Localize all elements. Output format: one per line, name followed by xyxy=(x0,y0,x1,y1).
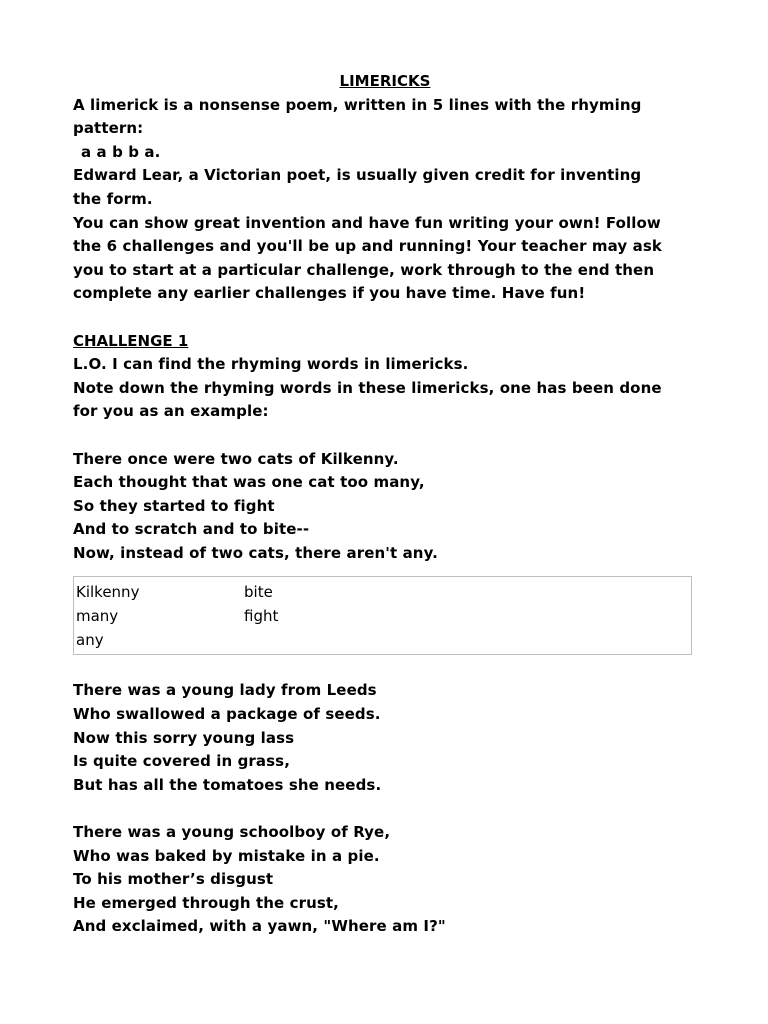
document-page xyxy=(73,70,697,939)
spacer xyxy=(73,424,697,448)
example-answer-box xyxy=(73,576,692,655)
limerick-3 xyxy=(73,821,697,939)
poem-line: So they started to fight xyxy=(73,496,275,515)
learning-objective: L.O. I can find the rhyming words in limericks. xyxy=(73,355,469,374)
rhyme-word: many xyxy=(76,607,119,626)
poem-line: But has all the tomatoes she needs. xyxy=(73,775,382,794)
poem-line: And exclaimed, with a yawn, "Where am I?" xyxy=(73,917,446,936)
empty-cell xyxy=(244,628,689,652)
intro-line: you to start at a particular challenge, work through to the end then xyxy=(73,260,655,279)
intro-line: Edward Lear, a Victorian poet, is usually given credit for inventing xyxy=(73,166,642,185)
poem-line: There was a young lady from Leeds xyxy=(73,681,377,700)
instruction-line: Note down the rhyming words in these limericks, one has been done xyxy=(73,378,662,397)
poem-line: Who was baked by mistake in a pie. xyxy=(73,846,380,865)
spacer xyxy=(73,797,697,821)
page-title: LIMERICKS xyxy=(339,72,431,90)
intro-line: A limerick is a nonsense poem, written in 5 lines with the rhyming xyxy=(73,95,642,114)
poem-line: He emerged through the crust, xyxy=(73,893,339,912)
poem-line: Now this sorry young lass xyxy=(73,728,295,747)
poem-line: Who swallowed a package of seeds. xyxy=(73,705,381,724)
poem-line: Now, instead of two cats, there aren't any. xyxy=(73,543,438,562)
poem-line: Is quite covered in grass, xyxy=(73,752,290,771)
poem-line: And to scratch and to bite-- xyxy=(73,520,310,539)
rhyme-word: Kilkenny xyxy=(76,583,140,602)
instruction-line: for you as an example: xyxy=(73,402,269,421)
intro-line: the 6 challenges and you'll be up and running! Your teacher may ask xyxy=(73,237,662,256)
rhyme-word: fight xyxy=(244,607,279,626)
rhyme-word: any xyxy=(76,631,104,650)
intro-line: pattern: xyxy=(73,119,144,138)
intro-line: You can show great invention and have fun writing your own! Follow xyxy=(73,213,661,232)
spacer xyxy=(73,306,697,330)
challenge-1-heading: CHALLENGE 1 xyxy=(73,331,189,350)
intro-section xyxy=(73,94,697,306)
poem-line: To his mother’s disgust xyxy=(73,870,274,889)
rhyme-pattern: a a b b a. xyxy=(81,142,161,161)
intro-line: the form. xyxy=(73,189,153,208)
poem-line: There was a young schoolboy of Rye, xyxy=(73,823,391,842)
poem-line: Each thought that was one cat too many, xyxy=(73,473,425,492)
intro-line: complete any earlier challenges if you have time. Have fun! xyxy=(73,284,586,303)
rhyme-word: bite xyxy=(244,583,273,602)
limerick-1 xyxy=(73,448,697,566)
poem-line: There once were two cats of Kilkenny. xyxy=(73,449,399,468)
challenge-1-section xyxy=(73,330,697,424)
limerick-2 xyxy=(73,679,697,797)
